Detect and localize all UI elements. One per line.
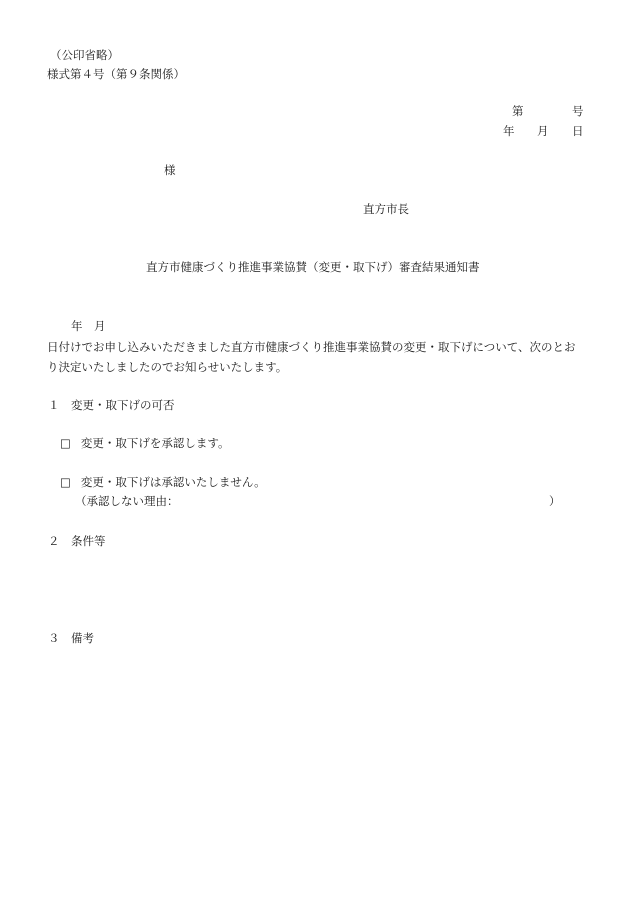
section-2-heading: ２ 条件等 (48, 534, 106, 548)
sender-mayor: 直方市長 (363, 202, 409, 216)
seal-omitted-note: （公印省略） (50, 48, 119, 62)
document-title: 直方市健康づくり推進事業協賛（変更・取下げ）審査結果通知書 (146, 260, 480, 274)
checkbox-approve[interactable]: □ (60, 436, 71, 450)
date-day-label: 日 (572, 124, 584, 138)
body-date-prefix: 年 月 (71, 319, 106, 333)
section-1-heading: １ 変更・取下げの可否 (48, 398, 175, 412)
checkbox-reject[interactable]: □ (60, 475, 71, 489)
date-month-label: 月 (537, 124, 549, 138)
addressee-sama: 様 (164, 163, 176, 177)
body-paragraph: 日付けでお申し込みいただきました直方市健康づくり推進事業協賛の変更・取下げについて、次のとおり決定いたしましたのでお知らせいたします。 (47, 340, 576, 374)
form-number: 様式第４号（第９条関係） (47, 67, 185, 81)
section-3-heading: ３ 備考 (48, 631, 94, 645)
option-reject-row (60, 474, 266, 490)
option-approve-row (60, 435, 229, 451)
doc-number-dai: 第 (512, 104, 524, 118)
reason-open: （承認しない理由： (75, 494, 179, 508)
option-reject-label: 変更・取下げは承認いたしません。 (80, 475, 266, 489)
doc-number-go: 号 (572, 104, 584, 118)
reason-close: ） (549, 494, 561, 508)
option-approve-label: 変更・取下げを承認します。 (80, 436, 230, 450)
date-year-label: 年 (503, 124, 515, 138)
